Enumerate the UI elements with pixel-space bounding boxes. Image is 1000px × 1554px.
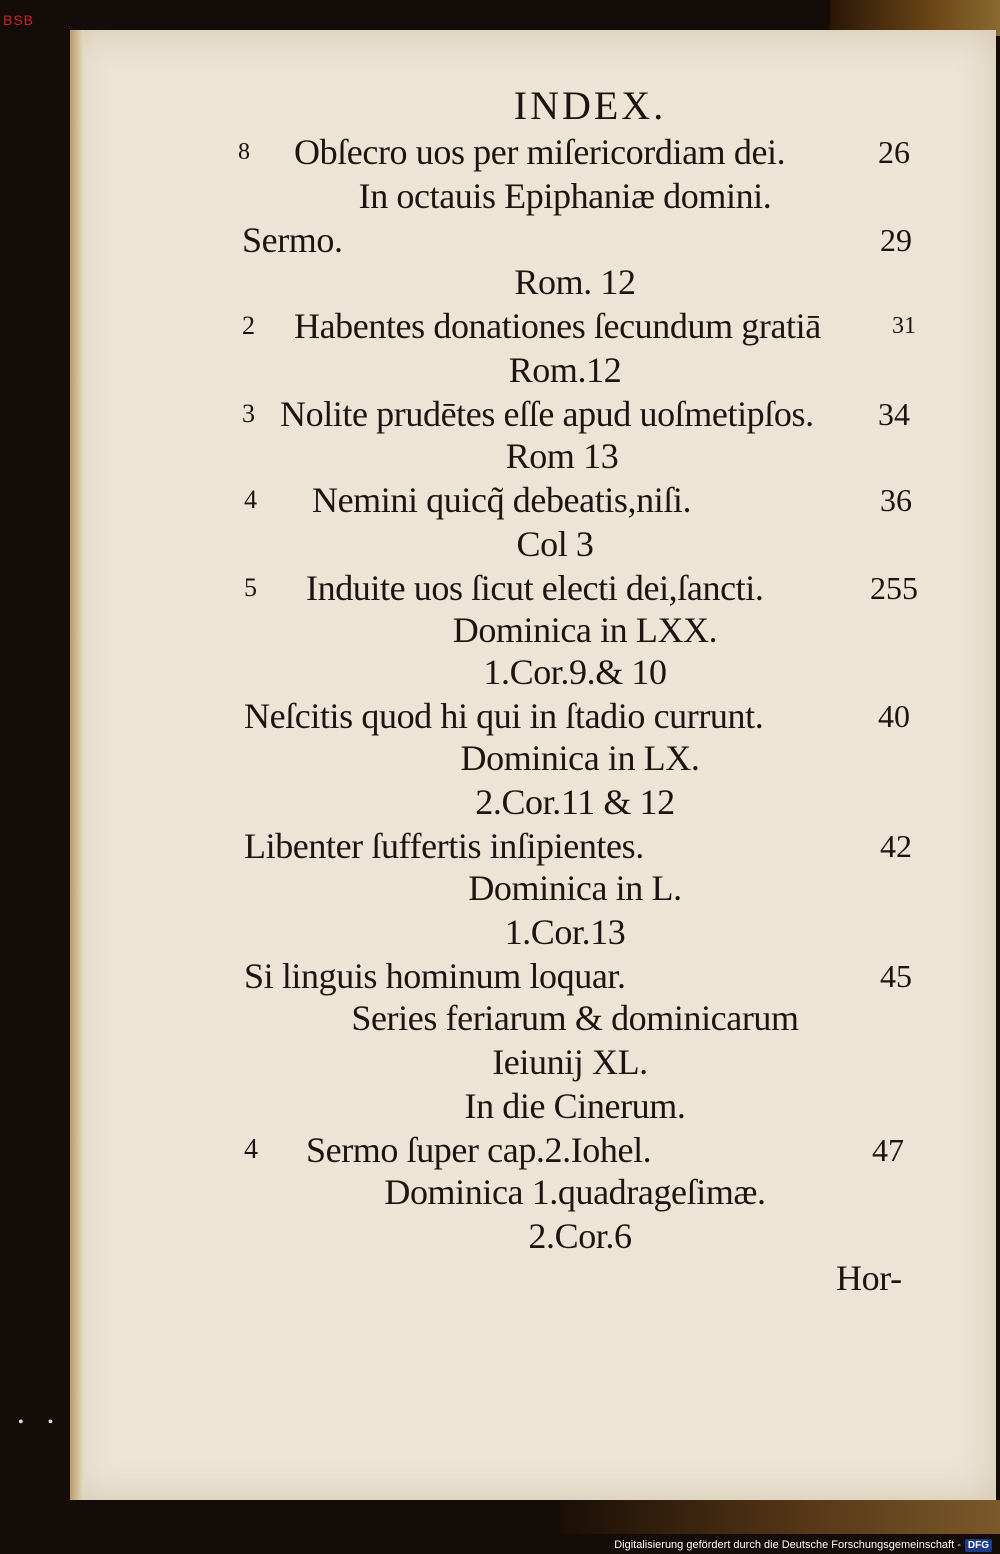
section-heading: Dominica in LXX.	[452, 610, 718, 650]
entry-text: Libenter ſuffertis inſipientes.	[244, 826, 644, 866]
entry-number: 4	[244, 1134, 258, 1165]
scripture-ref: 1.Cor.9.& 10	[483, 652, 667, 692]
entry-number: 2	[242, 311, 255, 340]
scripture-ref: Rom.12	[508, 350, 622, 390]
dfg-logo: DFG	[965, 1539, 992, 1552]
footer-credit	[614, 1537, 992, 1553]
entry-page: 34	[878, 396, 910, 432]
section-heading: In octauis Epiphaniæ domini.	[358, 176, 772, 216]
library-mark: BSB	[3, 12, 35, 28]
book-edge-bottom	[560, 1500, 1000, 1534]
entry-number: 4	[244, 485, 257, 514]
page-gutter	[70, 30, 84, 1500]
entry-text: Nemini quicq̃ debeatis,niſi.	[312, 480, 692, 520]
scripture-ref: 2.Cor.11 & 12	[475, 782, 675, 822]
page-title: INDEX.	[513, 83, 667, 128]
section-heading: Ieiunij XL.	[492, 1042, 648, 1082]
entry-page: 42	[880, 828, 912, 864]
section-heading: In die Cinerum.	[464, 1086, 686, 1126]
entry-number: 8	[238, 139, 250, 165]
entry-text: Nolite prudētes eſſe apud uoſmetipſos.	[280, 394, 814, 434]
section-heading: Dominica in L.	[468, 868, 682, 908]
entry-text: Habentes donationes ſecundum gratiā	[294, 306, 821, 346]
scripture-ref: 1.Cor.13	[504, 912, 626, 952]
entry-text: Sermo ſuper cap.2.Iohel.	[306, 1130, 652, 1170]
entry-page: 29	[880, 222, 912, 258]
margin-dots: • •	[18, 1414, 64, 1431]
entry-text: Induite uos ſicut electi dei,ſancti.	[306, 568, 764, 608]
scripture-ref: Col 3	[516, 524, 594, 564]
entry-page: 255	[870, 570, 918, 606]
entry-page: 40	[878, 698, 910, 734]
scripture-ref: Rom 13	[505, 436, 619, 476]
entry-page: 47	[872, 1132, 904, 1168]
entry-number: 3	[242, 399, 255, 428]
section-heading: Dominica in LX.	[460, 738, 700, 778]
entry-text: Neſcitis quod hi qui in ſtadio currunt.	[244, 696, 764, 736]
catchword: Hor-	[836, 1258, 902, 1298]
scripture-ref: Rom. 12	[514, 262, 636, 302]
section-heading: Series feriarum & dominicarum	[351, 998, 799, 1038]
entry-number: 5	[244, 573, 257, 602]
section-heading: Dominica 1.quadrageſimæ.	[384, 1172, 766, 1212]
entry-page: 45	[880, 958, 912, 994]
entry-text: Si linguis hominum loquar.	[244, 956, 626, 996]
entry-text: Obſecro uos per miſericordiam dei.	[294, 132, 786, 172]
entry-page: 36	[880, 482, 912, 518]
entry-page: 26	[878, 134, 910, 170]
footer-text: Digitalisierung gefördert durch die Deutsche Forschungsgemeinschaft -	[614, 1539, 961, 1551]
entry-text: Sermo.	[242, 220, 343, 260]
scripture-ref: 2.Cor.6	[528, 1216, 632, 1256]
entry-page: 31	[892, 313, 916, 339]
